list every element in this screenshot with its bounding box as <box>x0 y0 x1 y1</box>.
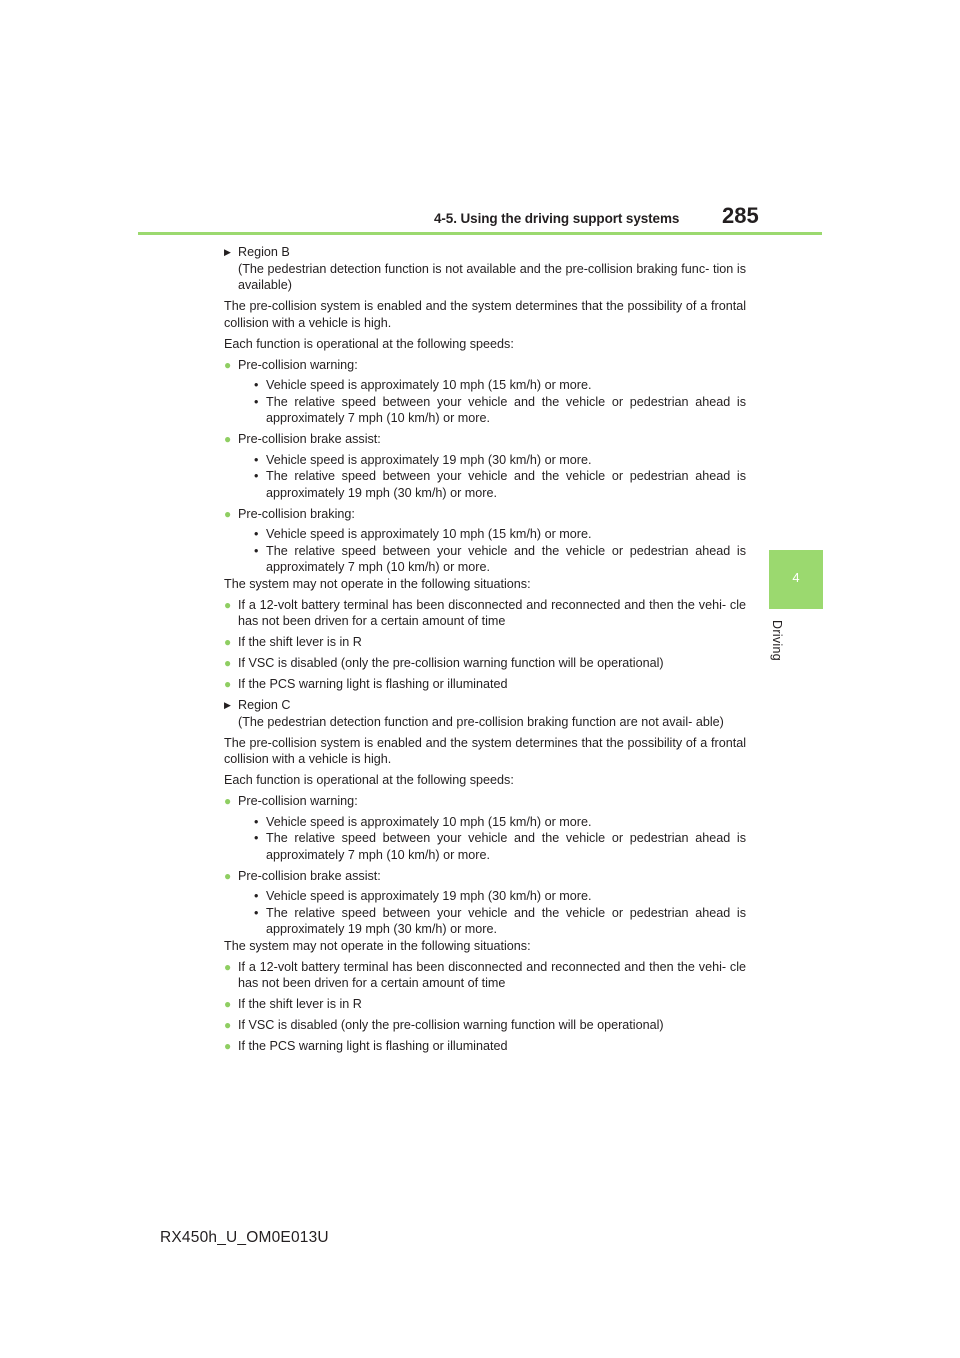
bullet-dot-icon: ● <box>224 635 232 649</box>
condition-item: • The relative speed between your vehicle and the vehicle or pedestrian ahead is approximately 7 mph (10 km/h) or more. <box>254 394 746 425</box>
page-content <box>224 244 746 1059</box>
situation-item: ● If the PCS warning light is flashing or illuminated <box>224 1039 508 1053</box>
page-number: 285 <box>722 203 759 228</box>
manual-code: RX450h_U_OM0E013U <box>160 1229 329 1246</box>
region-b <box>224 244 746 693</box>
bullet-dot-icon: ● <box>224 357 232 372</box>
function-item <box>224 868 746 938</box>
speeds-intro: Each function is operational at the following speeds: <box>224 773 514 787</box>
situation-item: ● If the PCS warning light is flashing or illuminated <box>224 677 508 691</box>
situation-item: ● If the shift lever is in R <box>224 997 362 1011</box>
situation-item: ● If VSC is disabled (only the pre-collision warning function will be operational) <box>224 656 664 670</box>
region-title: Region B <box>238 245 290 259</box>
bullet-dot-icon: ● <box>224 868 232 883</box>
speeds-intro: Each function is operational at the following speeds: <box>224 336 514 351</box>
condition-item: • Vehicle speed is approximately 10 mph (15 km/h) or more. <box>254 527 592 541</box>
bullet-dot-icon: ● <box>224 1018 232 1032</box>
region-c <box>224 697 746 1055</box>
condition-item: • The relative speed between your vehicle and the vehicle or pedestrian ahead is approximately 19 mph (30 km/h) or more. <box>254 469 746 500</box>
function-name: Pre-collision brake assist: <box>238 432 381 446</box>
bullet-dot-icon: ● <box>224 677 232 691</box>
bullet-dot-icon: ● <box>224 1039 232 1053</box>
triangle-right-icon: ▶ <box>224 247 231 257</box>
region-description: (The pedestrian detection function and pre-collision braking function are not avail- able) <box>238 714 724 729</box>
header-rule <box>138 232 822 235</box>
function-item <box>224 793 746 863</box>
function-name: Pre-collision brake assist: <box>238 868 381 883</box>
function-name: Pre-collision braking: <box>238 506 355 521</box>
bullet-dot-icon: ● <box>224 997 232 1011</box>
function-name: Pre-collision warning: <box>238 357 358 372</box>
condition-item: • The relative speed between your vehicle and the vehicle or pedestrian ahead is approximately 7 mph (10 km/h) or more. <box>254 543 746 574</box>
bullet-dot-icon: ● <box>224 597 232 612</box>
region-title: Region C <box>238 698 291 712</box>
situation-item: ● If a 12-volt battery terminal has been disconnected and reconnected and then the vehi- cle has not been driven for a certain amount of time <box>224 597 746 628</box>
bullet-dot-icon: ● <box>224 959 232 974</box>
function-item <box>224 431 746 501</box>
condition-item: • Vehicle speed is approximately 10 mph (15 km/h) or more. <box>254 814 592 829</box>
function-item <box>224 357 746 427</box>
situation-item: ● If VSC is disabled (only the pre-collision warning function will be operational) <box>224 1018 664 1032</box>
region-intro: The pre-collision system is enabled and the system determines that the possibility of a frontal collision with a vehicle is high. <box>224 735 746 766</box>
condition-item: • The relative speed between your vehicle and the vehicle or pedestrian ahead is approximately 7 mph (10 km/h) or more. <box>254 831 746 862</box>
chapter-number: 4 <box>792 570 800 585</box>
not-operate-intro: The system may not operate in the following situations: <box>224 938 531 953</box>
bullet-dot-icon: ● <box>224 432 232 446</box>
condition-item: • The relative speed between your vehicle and the vehicle or pedestrian ahead is approximately 19 mph (30 km/h) or more. <box>254 905 746 936</box>
bullet-dot-icon: ● <box>224 506 232 521</box>
triangle-right-icon: ▶ <box>224 700 231 710</box>
bullet-dot-icon: ● <box>224 794 232 808</box>
condition-item: • Vehicle speed is approximately 19 mph (30 km/h) or more. <box>254 889 592 903</box>
chapter-tab <box>769 550 823 609</box>
region-intro: The pre-collision system is enabled and the system determines that the possibility of a frontal collision with a vehicle is high. <box>224 299 746 330</box>
bullet-dot-icon: ● <box>224 656 232 670</box>
condition-item: • Vehicle speed is approximately 19 mph (30 km/h) or more. <box>254 452 592 467</box>
condition-item: • Vehicle speed is approximately 10 mph (15 km/h) or more. <box>254 378 592 392</box>
section-title: 4-5. Using the driving support systems <box>434 211 680 226</box>
situation-item: ● If a 12-volt battery terminal has been disconnected and reconnected and then the vehi- cle has not been driven for a certain amount of time <box>224 959 746 990</box>
function-name: Pre-collision warning: <box>238 794 358 808</box>
situation-item: ● If the shift lever is in R <box>224 635 362 649</box>
region-description: (The pedestrian detection function is not available and the pre-collision braking func- tion is available) <box>238 261 746 292</box>
page-header <box>0 0 960 240</box>
function-item <box>224 506 746 576</box>
not-operate-intro: The system may not operate in the following situations: <box>224 576 531 591</box>
chapter-label: Driving <box>770 620 784 661</box>
